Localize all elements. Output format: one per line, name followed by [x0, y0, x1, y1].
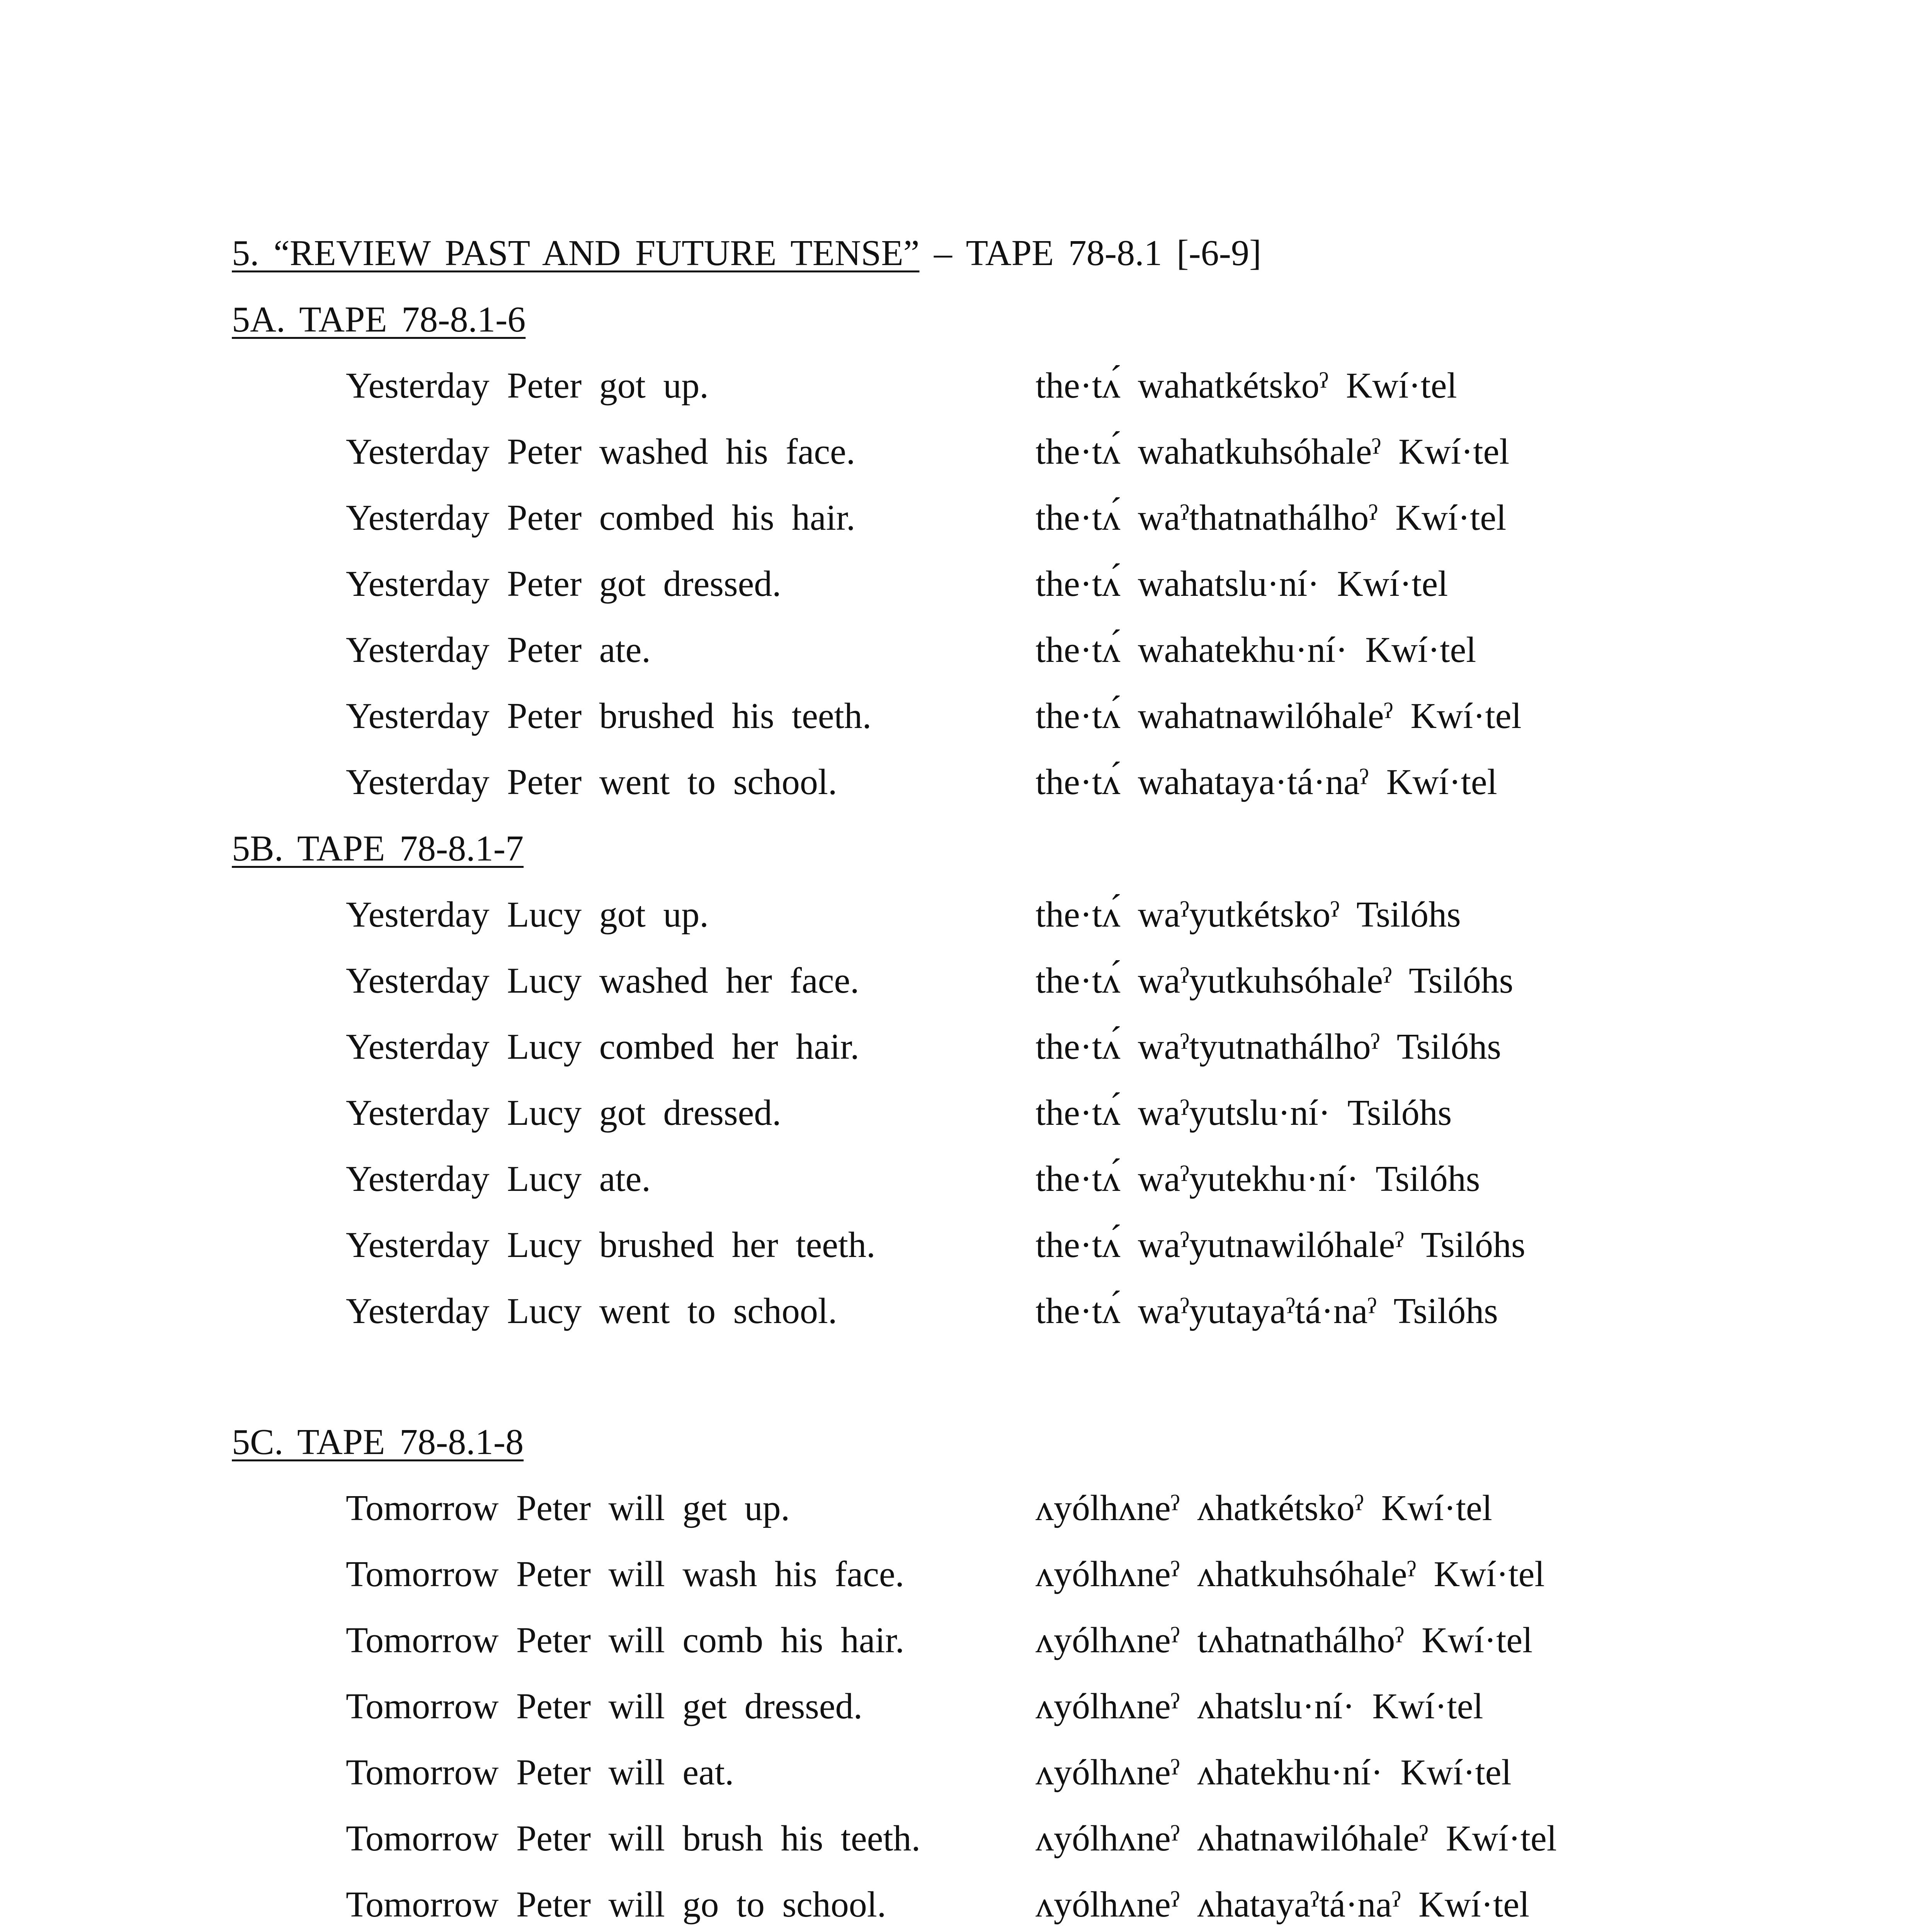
english-sentence: Tomorrow Peter will brush his teeth. — [346, 1818, 921, 1859]
sentence-row — [0, 693, 1932, 759]
section-heading: 5A. TAPE 78-8.1-6 — [232, 299, 526, 340]
translation: the·tʌ́ waˀyutnawilóhaleˀ Tsilóhs — [1036, 1225, 1526, 1265]
sentence-row — [0, 362, 1932, 429]
english-sentence: Yesterday Lucy brushed her teeth. — [346, 1225, 876, 1265]
translation: ʌyólhʌneˀ ʌhatekhu·ní· Kwí·tel — [1036, 1752, 1512, 1793]
translation: the·tʌ́ waˀyutkétskoˀ Tsilóhs — [1036, 895, 1461, 935]
english-sentence: Yesterday Peter washed his face. — [346, 432, 855, 472]
english-sentence: Yesterday Lucy got dressed. — [346, 1093, 781, 1133]
translation: the·tʌ́ waˀyutkuhsóhaleˀ Tsilóhs — [1036, 961, 1514, 1001]
sentence-row — [0, 495, 1932, 561]
sentence-row — [0, 1090, 1932, 1156]
sentence-list — [0, 1485, 1932, 1932]
english-sentence: Yesterday Peter got up. — [346, 366, 709, 406]
sentence-row — [0, 1749, 1932, 1815]
translation: the·tʌ́ wahataya·tá·naˀ Kwí·tel — [1036, 762, 1497, 802]
translation: the·tʌ́ wahatkuhsóhaleˀ Kwí·tel — [1036, 432, 1510, 472]
sentence-row — [0, 1024, 1932, 1090]
english-sentence: Yesterday Lucy washed her face. — [346, 961, 859, 1001]
sentence-list — [0, 362, 1932, 825]
translation: ʌyólhʌneˀ ʌhatkétskoˀ Kwí·tel — [1036, 1488, 1492, 1528]
translation: the·tʌ́ waˀthatnathálhoˀ Kwí·tel — [1036, 498, 1507, 538]
sentence-list — [0, 891, 1932, 1354]
title-underlined: 5. “REVIEW PAST AND FUTURE TENSE” — [232, 233, 920, 273]
english-sentence: Tomorrow Peter will go to school. — [346, 1884, 886, 1925]
english-sentence: Yesterday Peter combed his hair. — [346, 498, 855, 538]
sentence-row — [0, 891, 1932, 957]
sentence-row — [0, 1815, 1932, 1881]
translation: the·tʌ́ waˀyutekhu·ní· Tsilóhs — [1036, 1159, 1480, 1199]
sentence-row — [0, 429, 1932, 495]
section-heading: 5C. TAPE 78-8.1-8 — [232, 1422, 524, 1462]
sentence-row — [0, 1288, 1932, 1354]
english-sentence: Yesterday Lucy got up. — [346, 895, 709, 935]
sentence-row — [0, 627, 1932, 693]
sentence-row — [0, 1222, 1932, 1288]
sentence-row — [0, 561, 1932, 627]
sentence-row — [0, 759, 1932, 825]
translation: the·tʌ́ wahatslu·ní· Kwí·tel — [1036, 564, 1448, 604]
english-sentence: Tomorrow Peter will eat. — [346, 1752, 734, 1793]
translation: ʌyólhʌneˀ tʌhatnathálhoˀ Kwí·tel — [1036, 1620, 1533, 1660]
translation: ʌyólhʌneˀ ʌhatkuhsóhaleˀ Kwí·tel — [1036, 1554, 1545, 1594]
sentence-row — [0, 1156, 1932, 1222]
english-sentence: Tomorrow Peter will wash his face. — [346, 1554, 905, 1594]
translation: the·tʌ́ wahatkétskoˀ Kwí·tel — [1036, 366, 1457, 406]
english-sentence: Yesterday Lucy ate. — [346, 1159, 651, 1199]
section-heading: 5B. TAPE 78-8.1-7 — [232, 828, 524, 869]
english-sentence: Tomorrow Peter will get dressed. — [346, 1686, 863, 1726]
sentence-row — [0, 1683, 1932, 1749]
english-sentence: Tomorrow Peter will get up. — [346, 1488, 790, 1528]
sentence-row — [0, 1881, 1932, 1932]
translation: the·tʌ́ wahatnawilóhaleˀ Kwí·tel — [1036, 696, 1522, 736]
english-sentence: Tomorrow Peter will comb his hair. — [346, 1620, 905, 1660]
translation: the·tʌ́ wahatekhu·ní· Kwí·tel — [1036, 630, 1476, 670]
sentence-row — [0, 1617, 1932, 1683]
translation: ʌyólhʌneˀ ʌhatayaˀtá·naˀ Kwí·tel — [1036, 1884, 1530, 1925]
translation: the·tʌ́ waˀtyutnathálhoˀ Tsilóhs — [1036, 1027, 1501, 1067]
translation: ʌyólhʌneˀ ʌhatnawilóhaleˀ Kwí·tel — [1036, 1818, 1557, 1859]
english-sentence: Yesterday Peter got dressed. — [346, 564, 781, 604]
title-tape-reference: – TAPE 78-8.1 [-6-9] — [919, 233, 1262, 273]
english-sentence: Yesterday Lucy combed her hair. — [346, 1027, 859, 1067]
translation: the·tʌ́ waˀyutslu·ní· Tsilóhs — [1036, 1093, 1452, 1133]
translation: the·tʌ́ waˀyutayaˀtá·naˀ Tsilóhs — [1036, 1291, 1498, 1331]
sentence-row — [0, 1551, 1932, 1617]
english-sentence: Yesterday Peter ate. — [346, 630, 651, 670]
english-sentence: Yesterday Peter went to school. — [346, 762, 837, 802]
english-sentence: Yesterday Peter brushed his teeth. — [346, 696, 872, 736]
sentence-row — [0, 957, 1932, 1024]
translation: ʌyólhʌneˀ ʌhatslu·ní· Kwí·tel — [1036, 1686, 1483, 1726]
sentence-row — [0, 1485, 1932, 1551]
document-title — [232, 230, 1261, 276]
english-sentence: Yesterday Lucy went to school. — [346, 1291, 837, 1331]
